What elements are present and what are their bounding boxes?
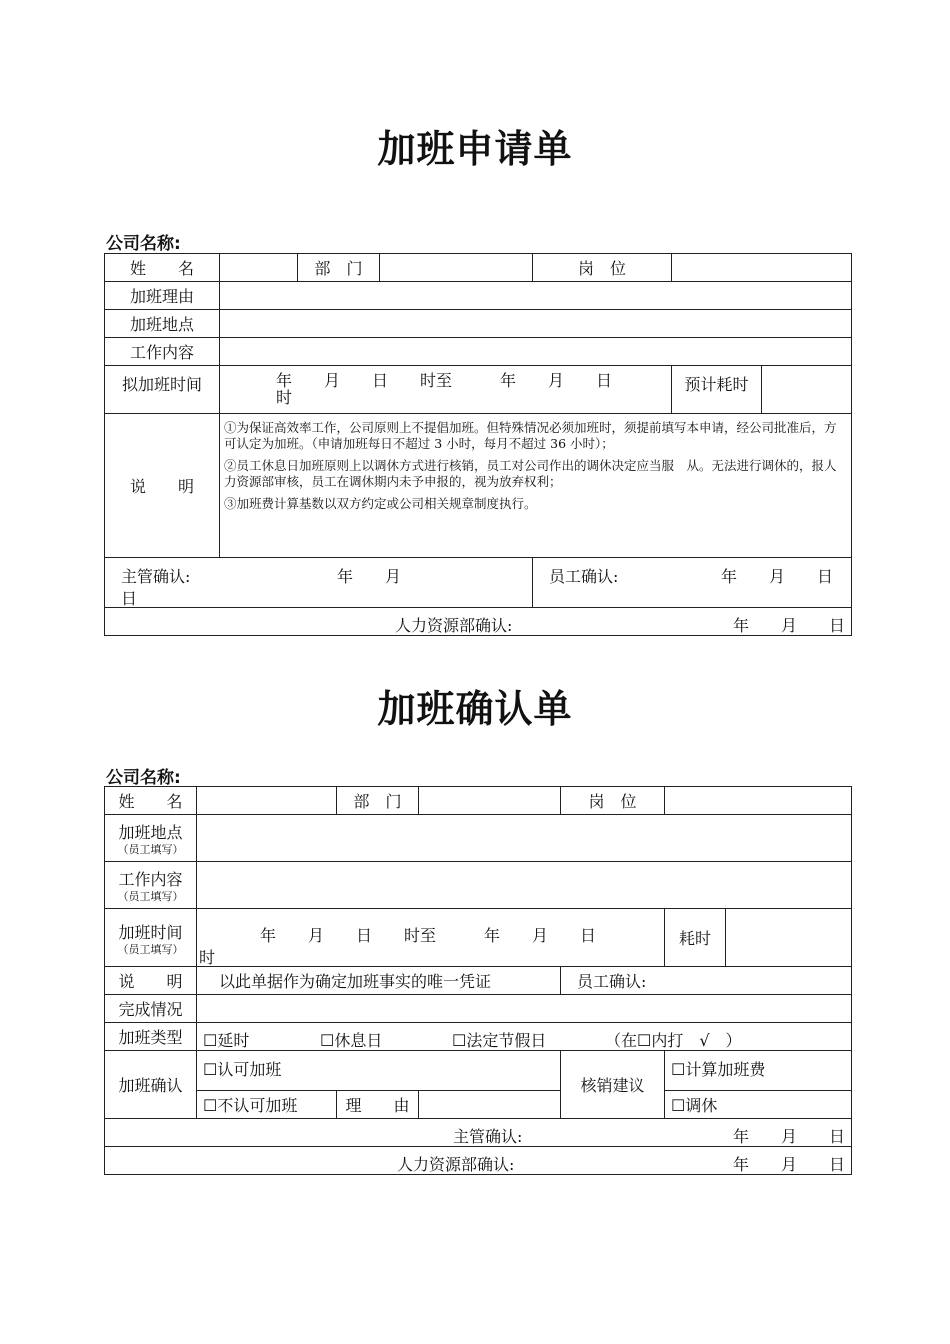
employee-fill-note: （员工填写） xyxy=(117,942,184,956)
explanation-item: ②员工休息日加班原则上以调休方式进行核销，员工对公司作出的调休决定应当服 从。无法进行调休的，报人力资源部审核，员工在调休期内未予申报的，视为放弃权利； xyxy=(224,458,837,489)
completion-status-label: 完成情况 xyxy=(105,995,197,1023)
explanation-item: ③加班费计算基数以双方约定或公司相关规章制度执行。 xyxy=(224,496,537,511)
position-field-2[interactable] xyxy=(665,787,852,815)
employee-confirm-label-2[interactable]: 员工确认: xyxy=(561,967,852,995)
name-field[interactable] xyxy=(220,254,298,282)
company-name-label: 公司名称: xyxy=(106,234,181,254)
company-name-label-2: 公司名称: xyxy=(106,768,181,788)
type-option-instruction: （在☐内打 √ ） xyxy=(605,1031,742,1050)
name-field-2[interactable] xyxy=(197,787,337,815)
employee-fill-note: （员工填写） xyxy=(117,843,184,856)
planned-time-line2: 时 xyxy=(276,388,293,407)
work-content-label-text: 工作内容 xyxy=(118,870,183,889)
supervisor-confirm-label-2: 主管确认: xyxy=(453,1127,523,1146)
supervisor-confirm-cell-2[interactable] xyxy=(105,1119,852,1147)
location-field[interactable] xyxy=(220,310,852,338)
position-field[interactable] xyxy=(672,254,852,282)
estimated-duration-field[interactable] xyxy=(762,366,852,414)
overtime-time-field[interactable] xyxy=(197,909,665,967)
explanation-label: 说 明 xyxy=(105,414,220,558)
location-label: 加班地点 xyxy=(105,310,220,338)
explanation-text xyxy=(220,414,852,558)
supervisor-date-day: 日 xyxy=(121,589,138,608)
reject-option[interactable]: ☐不认可加班 xyxy=(197,1091,337,1119)
work-content-label: 工作内容 xyxy=(105,338,220,366)
confirmation-form-table xyxy=(104,786,852,1175)
estimated-duration-label: 预计耗时 xyxy=(672,366,762,414)
planned-time-field[interactable] xyxy=(220,366,672,414)
hr-confirm-cell-2[interactable] xyxy=(105,1147,852,1175)
employee-date: 年 月 日 xyxy=(720,567,833,586)
overtime-time-label-text: 加班时间 xyxy=(118,922,183,942)
hr-date-2: 年 月 日 xyxy=(732,1155,845,1174)
planned-time-line1: 年 月 日 时至 年 月 日 xyxy=(276,371,613,390)
reason-label: 加班理由 xyxy=(105,282,220,310)
department-label-2: 部 门 xyxy=(337,787,419,815)
department-label: 部 门 xyxy=(298,254,380,282)
explanation-label-2: 说 明 xyxy=(105,967,197,995)
supervisor-date-2: 年 月 日 xyxy=(732,1127,845,1146)
explanation-item: ①为保证高效率工作，公司原则上不提倡加班。但特殊情况必须加班时，须提前填写本申请，经公司批准后，方可认定为加班。（申请加班每日不超过 3 小时，每月不超过 36 小时）； xyxy=(224,420,837,451)
hr-confirm-label-2: 人力资源部确认: xyxy=(397,1155,515,1174)
write-off-label: 核销建议 xyxy=(561,1051,665,1119)
location-field-2[interactable] xyxy=(197,815,852,862)
work-content-label-2 xyxy=(105,862,197,909)
hr-date: 年 月 日 xyxy=(732,616,845,635)
explanation-text-2: 以此单据作为确定加班事实的唯一凭证 xyxy=(197,967,561,995)
work-content-field-2[interactable] xyxy=(197,862,852,909)
application-form-table xyxy=(104,253,852,636)
pay-option[interactable]: ☐计算加班费 xyxy=(665,1051,852,1091)
type-option-rest-day[interactable]: ☐休息日 xyxy=(320,1031,383,1050)
application-form-title: 加班申请单 xyxy=(377,127,573,171)
approve-option[interactable]: ☐认可加班 xyxy=(197,1051,561,1091)
department-field[interactable] xyxy=(380,254,533,282)
hr-confirm-cell[interactable] xyxy=(105,608,852,636)
reject-reason-field[interactable] xyxy=(419,1091,561,1119)
hr-confirm-label: 人力资源部确认: xyxy=(395,616,513,635)
reason-field[interactable] xyxy=(220,282,852,310)
completion-status-field[interactable] xyxy=(197,995,852,1023)
leave-option[interactable]: ☐调休 xyxy=(665,1091,852,1119)
employee-fill-note: （员工填写） xyxy=(117,890,184,903)
overtime-type-label: 加班类型 xyxy=(105,1023,197,1051)
supervisor-date: 年 月 xyxy=(337,567,402,586)
employee-confirm-cell[interactable] xyxy=(533,558,852,608)
position-label-2: 岗 位 xyxy=(561,787,665,815)
reject-reason-label: 理 由 xyxy=(337,1091,419,1119)
location-label-text: 加班地点 xyxy=(118,823,183,842)
overtime-time-label xyxy=(105,909,197,967)
supervisor-confirm-label: 主管确认: xyxy=(121,567,191,586)
type-option-delay[interactable]: ☐延时 xyxy=(203,1031,250,1050)
planned-time-label: 拟加班时间 xyxy=(105,366,220,414)
overtime-confirm-label: 加班确认 xyxy=(105,1051,197,1119)
work-content-field[interactable] xyxy=(220,338,852,366)
position-label: 岗 位 xyxy=(533,254,672,282)
duration-field[interactable] xyxy=(726,909,852,967)
overtime-time-line2: 时 xyxy=(199,948,216,967)
department-field-2[interactable] xyxy=(419,787,561,815)
name-label-2: 姓 名 xyxy=(105,787,197,815)
location-label-2 xyxy=(105,815,197,862)
type-option-holiday[interactable]: ☐法定节假日 xyxy=(452,1031,547,1050)
employee-confirm-label: 员工确认: xyxy=(549,567,619,586)
duration-label: 耗时 xyxy=(665,909,726,967)
name-label: 姓 名 xyxy=(105,254,220,282)
overtime-type-options xyxy=(197,1023,852,1051)
overtime-time-line1: 年 月 日 时至 年 月 日 xyxy=(260,926,597,945)
confirmation-form-title: 加班确认单 xyxy=(377,687,573,731)
supervisor-confirm-cell[interactable] xyxy=(105,558,533,608)
